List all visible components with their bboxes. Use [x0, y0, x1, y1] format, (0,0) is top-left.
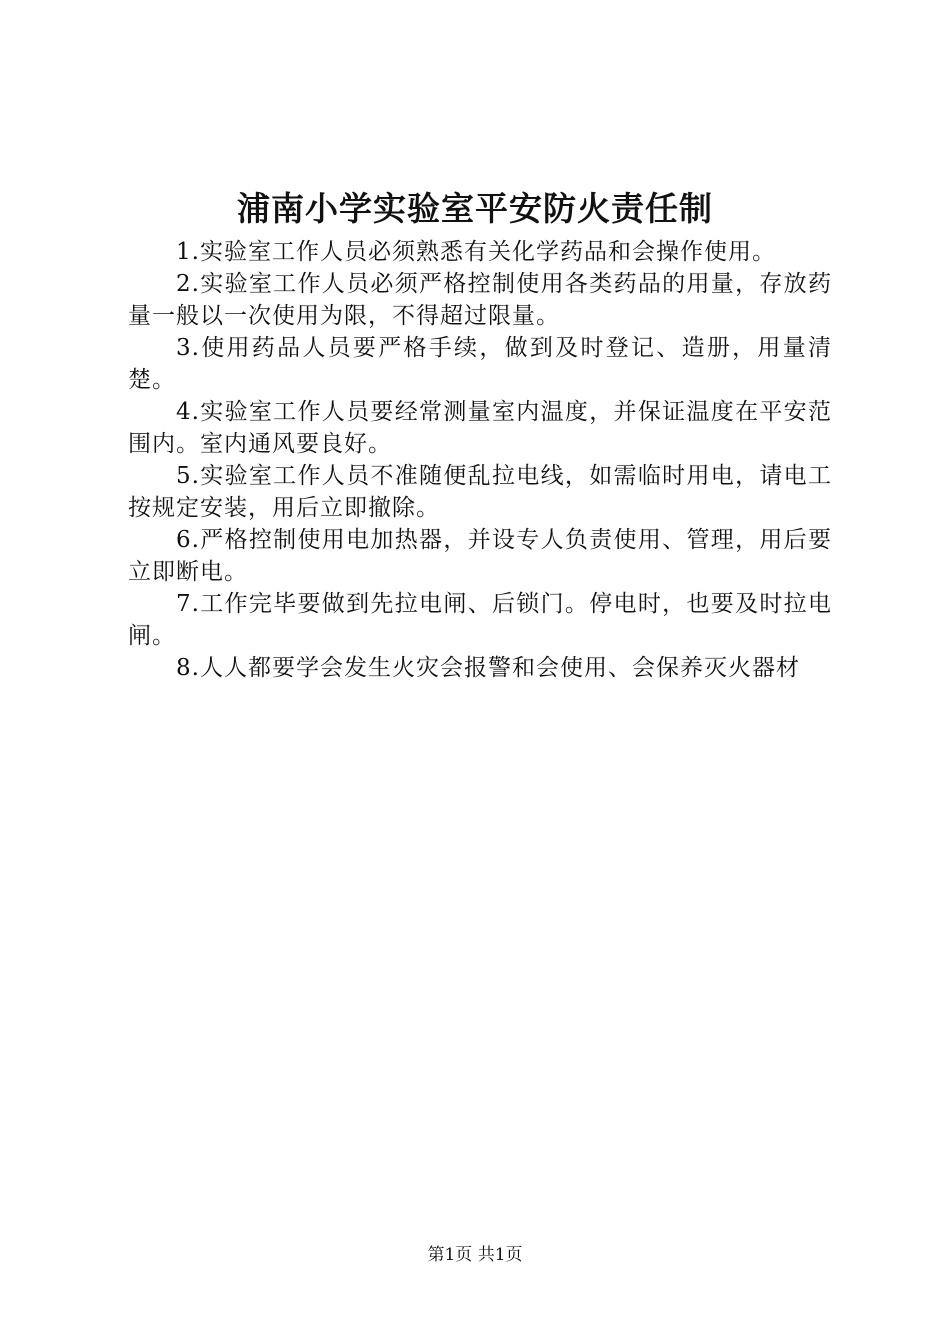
clause-5: 5.实验室工作人员不准随便乱拉电线，如需临时用电，请电工按规定安装，用后立即撤除。	[128, 463, 832, 521]
page-footer: 第1页 共1页	[427, 1245, 523, 1265]
clause-4: 4.实验室工作人员要经常测量室内温度，并保证温度在平安范围内。室内通风要良好。	[128, 399, 832, 457]
document-body	[128, 236, 832, 684]
clause-1: 1.实验室工作人员必须熟悉有关化学药品和会操作使用。	[176, 239, 776, 265]
clause-7: 7.工作完毕要做到先拉电闸、后锁门。停电时，也要及时拉电闸。	[128, 591, 832, 649]
page-title: 浦南小学实验室平安防火责任制	[237, 189, 713, 228]
clause-2: 2.实验室工作人员必须严格控制使用各类药品的用量，存放药量一般以一次使用为限，不得超过限量。	[128, 271, 832, 329]
clause-8: 8.人人都要学会发生火灾会报警和会使用、会保养灭火器材	[176, 655, 800, 681]
clause-6: 6.严格控制使用电加热器，并设专人负责使用、管理，用后要立即断电。	[128, 527, 832, 585]
clause-3: 3.使用药品人员要严格手续，做到及时登记、造册，用量清楚。	[128, 335, 832, 393]
